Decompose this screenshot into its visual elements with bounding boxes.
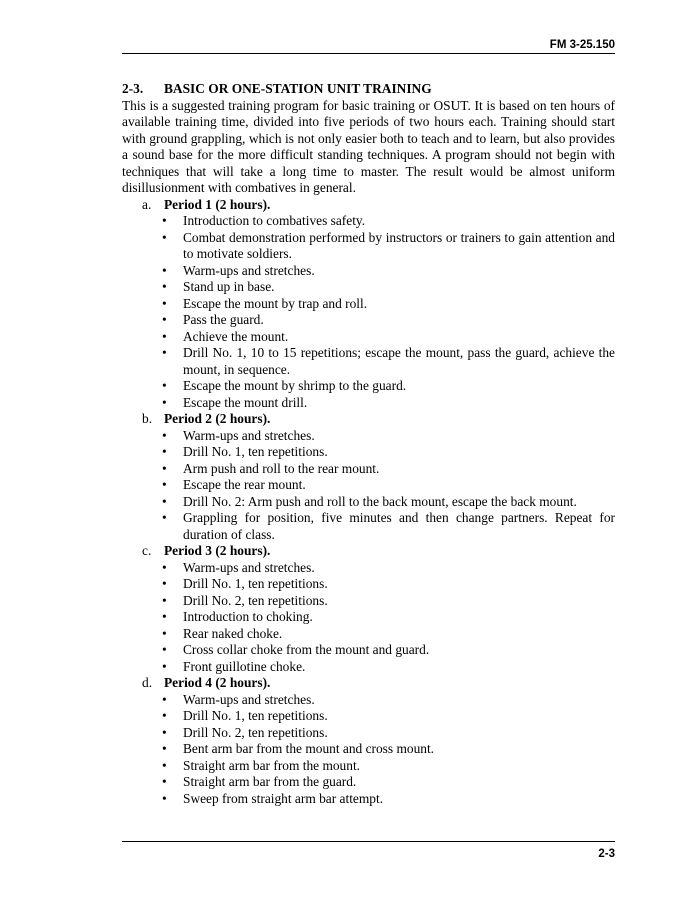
period-block: [122, 675, 615, 807]
period-label: Period 3 (2 hours).: [164, 543, 271, 558]
list-item: • Drill No. 1, ten repetitions.: [183, 444, 615, 461]
list-item: • Cross collar choke from the mount and guard.: [183, 642, 615, 659]
list-item: • Bent arm bar from the mount and cross mount.: [183, 741, 615, 758]
section-intro: This is a suggested training program for basic training or OSUT. It is based on ten hours of available training time, divided into five periods of two hours each. Training should start with ground grappling, which is not only easier both to teach and to learn, but also provides a sound base for the more difficult standing techniques. A program should not begin with techniques that will take a long time to master. The result would be almost uniform disillusionment with combatives in general.: [122, 97, 615, 195]
period-item-list: [122, 560, 615, 676]
list-item: • Achieve the mount.: [183, 329, 615, 346]
period-title: [122, 197, 615, 214]
list-item: • Straight arm bar from the guard.: [183, 774, 615, 791]
list-item: • Introduction to choking.: [183, 609, 615, 626]
section-title: BASIC OR ONE-STATION UNIT TRAINING: [164, 81, 432, 96]
list-item: • Warm-ups and stretches.: [183, 428, 615, 445]
period-block: [122, 197, 615, 412]
list-item: • Escape the mount drill.: [183, 395, 615, 412]
period-label: Period 2 (2 hours).: [164, 411, 271, 426]
period-letter: b.: [142, 411, 153, 426]
page-number: 2-3: [598, 848, 615, 860]
list-item: • Escape the rear mount.: [183, 477, 615, 494]
list-item: • Drill No. 1, ten repetitions.: [183, 708, 615, 725]
list-item: • Drill No. 2, ten repetitions.: [183, 593, 615, 610]
period-item-list: [122, 213, 615, 411]
list-item: • Sweep from straight arm bar attempt.: [183, 791, 615, 808]
section-heading: [122, 81, 615, 98]
period-title: [122, 543, 615, 560]
period-block: [122, 543, 615, 675]
list-item: • Warm-ups and stretches.: [183, 263, 615, 280]
list-item: • Drill No. 2, ten repetitions.: [183, 725, 615, 742]
period-label: Period 1 (2 hours).: [164, 196, 271, 212]
period-letter: c.: [142, 543, 152, 558]
document-id: FM 3-25.150: [549, 39, 615, 51]
list-item: • Warm-ups and stretches.: [183, 560, 615, 577]
list-item: • Drill No. 2: Arm push and roll to the back mount, escape the back mount.: [183, 494, 615, 511]
list-item: • Rear naked choke.: [183, 626, 615, 643]
list-item: • Pass the guard.: [183, 312, 615, 329]
period-title: [122, 411, 615, 428]
period-letter: d.: [142, 675, 153, 690]
list-item: • Warm-ups and stretches.: [183, 692, 615, 709]
list-item: • Stand up in base.: [183, 279, 615, 296]
list-item: • Arm push and roll to the rear mount.: [183, 461, 615, 478]
period-item-list: [122, 428, 615, 544]
period-item-list: [122, 692, 615, 808]
list-item: • Escape the mount by shrimp to the guard.: [183, 378, 615, 395]
list-item: • Drill No. 1, ten repetitions.: [183, 576, 615, 593]
period-title: [122, 675, 615, 692]
footer-rule: [122, 841, 615, 842]
period-block: [122, 411, 615, 543]
list-item: • Escape the mount by trap and roll.: [183, 296, 615, 313]
periods-list: [122, 197, 615, 808]
section-number: 2-3.: [122, 81, 144, 96]
page-content: [122, 81, 615, 807]
list-item: • Straight arm bar from the mount.: [183, 758, 615, 775]
list-item: • Grappling for position, five minutes and then change partners. Repeat for duration of class.: [183, 510, 615, 543]
period-letter: a.: [142, 196, 152, 212]
period-label: Period 4 (2 hours).: [164, 675, 271, 690]
list-item: • Front guillotine choke.: [183, 659, 615, 676]
list-item: • Drill No. 1, 10 to 15 repetitions; escape the mount, pass the guard, achieve the mount, in sequence.: [183, 345, 615, 378]
header-rule: [122, 53, 615, 54]
list-item: • Introduction to combatives safety.: [183, 213, 615, 230]
list-item: • Combat demonstration performed by instructors or trainers to gain attention and to motivate soldiers.: [183, 230, 615, 263]
